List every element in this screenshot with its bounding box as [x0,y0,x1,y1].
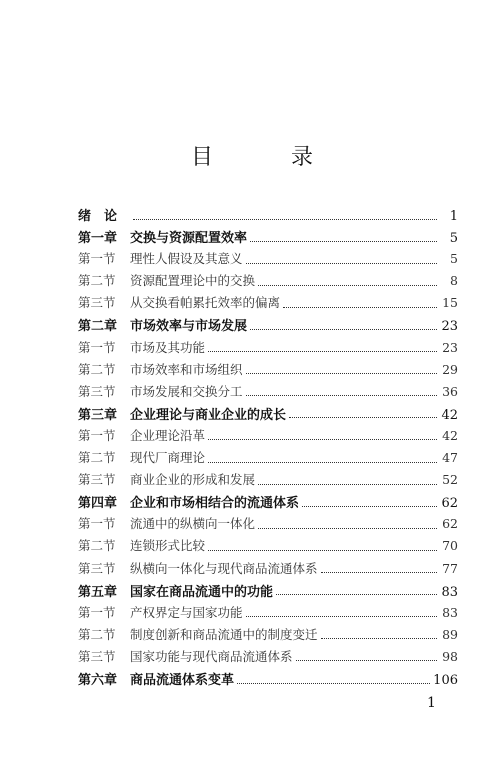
toc-entry-label: 第一节 [78,251,116,267]
toc-entry-title: 市场效率与市场发展 [130,319,248,335]
toc-entry-title: 市场及其功能 [130,339,206,355]
toc-section-entry [78,647,458,669]
toc-entry-label: 第一节 [78,339,116,355]
page-number: 1 [427,695,436,711]
toc-section-entry [78,249,458,271]
toc-section-entry [78,470,458,492]
toc-entry-page: 36 [442,383,458,399]
toc-entry-title: 国家功能与现代商品流通体系 [130,648,293,664]
toc-section-entry [78,536,458,558]
toc-entry-title: 企业和市场相结合的流通体系 [130,496,300,512]
toc-entry-page: 83 [442,604,458,620]
toc-chapter-entry [78,205,458,227]
dot-leader [302,506,437,507]
toc-entry-title: 国家在商品流通中的功能 [130,584,274,600]
toc-section-entry [78,559,458,581]
dot-leader [208,439,437,440]
dot-leader [250,329,437,330]
toc-entry-title: 现代厂商理论 [130,450,206,466]
toc-entry-label: 第五章 [78,584,118,600]
toc-entry-title: 流通中的纵横向一体化 [130,516,256,532]
toc-chapter-entry [78,404,458,426]
toc-entry-page: 5 [450,251,458,267]
dot-leader [321,638,437,639]
dot-leader [283,307,437,308]
toc-entry-label: 第三节 [78,560,116,576]
toc-entry-page: 70 [442,538,458,554]
toc-entry-page: 23 [442,339,458,355]
toc-section-entry [78,603,458,625]
toc-entry-title: 制度创新和商品流通中的制度变迁 [130,626,318,642]
toc-entry-label: 第一节 [78,604,116,620]
dot-leader [289,417,437,418]
toc-entry-label: 第二节 [78,273,116,289]
toc-section-entry [78,338,458,360]
dot-leader [208,550,437,551]
toc-section-entry [78,293,458,315]
toc-entry-title: 纵横向一体化与现代商品流通体系 [130,560,318,576]
toc-section-entry [78,625,458,647]
toc-entry-label: 第二节 [78,450,116,466]
toc-entry-label: 第一节 [78,427,116,443]
toc-chapter-entry [78,227,458,249]
toc-entry-label: 绪 论 [78,209,118,224]
dot-leader [133,219,437,220]
toc-entry-page: 23 [441,319,458,335]
toc-entry-page: 83 [441,584,458,600]
toc-entry-label: 第三节 [78,295,116,311]
dot-leader [276,594,437,595]
toc-entry-page: 29 [442,361,458,377]
toc-entry-title: 商品流通体系变革 [130,672,235,688]
toc-entry-label: 第三节 [78,383,116,399]
toc-entry-title: 市场发展和交换分工 [130,383,243,399]
toc-section-entry [78,514,458,536]
toc-entry-label: 第二节 [78,361,116,377]
toc-entry-page: 42 [442,427,458,443]
toc-entry-title: 企业理论与商业企业的成长 [130,407,287,423]
toc-entry-title: 从交换看帕累托效率的偏离 [130,295,281,311]
dot-leader [258,528,437,529]
dot-leader [296,660,437,661]
toc-entry-page: 8 [450,273,458,289]
toc-entry-label: 第二节 [78,538,116,554]
toc-entry-label: 第一章 [78,231,118,247]
toc-entry-title: 资源配置理论中的交换 [130,273,256,289]
toc-section-entry [78,360,458,382]
toc-entry-title: 连锁形式比较 [130,538,206,554]
dot-leader [321,572,437,573]
toc-section-entry [78,382,458,404]
toc-entry-page: 47 [442,450,458,466]
dot-leader [258,285,437,286]
toc-entry-label: 第三节 [78,648,116,664]
dot-leader [250,241,437,242]
toc-entry-label: 第一节 [78,516,116,532]
toc-entry-page: 15 [442,295,458,311]
toc-entry-title: 产权界定与国家功能 [130,604,243,620]
toc-entry-title: 交换与资源配置效率 [130,231,248,247]
toc-section-entry [78,271,458,293]
toc-section-entry [78,426,458,448]
toc-entry-title: 市场效率和市场组织 [130,361,243,377]
dot-leader [208,351,437,352]
table-of-contents [78,205,458,691]
dot-leader [246,395,437,396]
dot-leader [246,616,437,617]
dot-leader [246,373,437,374]
toc-chapter-entry [78,315,458,337]
toc-entry-label: 第六章 [78,672,118,688]
dot-leader [258,484,437,485]
toc-entry-title: 商业企业的形成和发展 [130,472,256,488]
toc-entry-page: 98 [442,648,458,664]
toc-entry-label: 第四章 [78,496,118,512]
toc-entry-page: 1 [449,209,458,224]
toc-entry-page: 62 [442,516,458,532]
toc-entry-label: 第三章 [78,407,118,423]
toc-entry-page: 77 [442,560,458,576]
page-title: 目 录 [190,145,341,170]
toc-entry-page: 52 [442,472,458,488]
toc-entry-page: 62 [441,496,458,512]
dot-leader [246,263,437,264]
dot-leader [237,683,430,684]
dot-leader [208,462,437,463]
toc-entry-label: 第二章 [78,319,118,335]
toc-entry-title: 理性人假设及其意义 [130,251,243,267]
toc-entry-page: 42 [441,407,458,423]
toc-chapter-entry [78,669,458,691]
toc-chapter-entry [78,581,458,603]
toc-entry-page: 106 [433,672,458,688]
toc-entry-title: 企业理论沿革 [130,427,206,443]
toc-entry-page: 89 [442,626,458,642]
toc-section-entry [78,448,458,470]
toc-entry-label: 第三节 [78,472,116,488]
toc-entry-label: 第二节 [78,626,116,642]
toc-chapter-entry [78,492,458,514]
toc-entry-page: 5 [449,231,458,247]
